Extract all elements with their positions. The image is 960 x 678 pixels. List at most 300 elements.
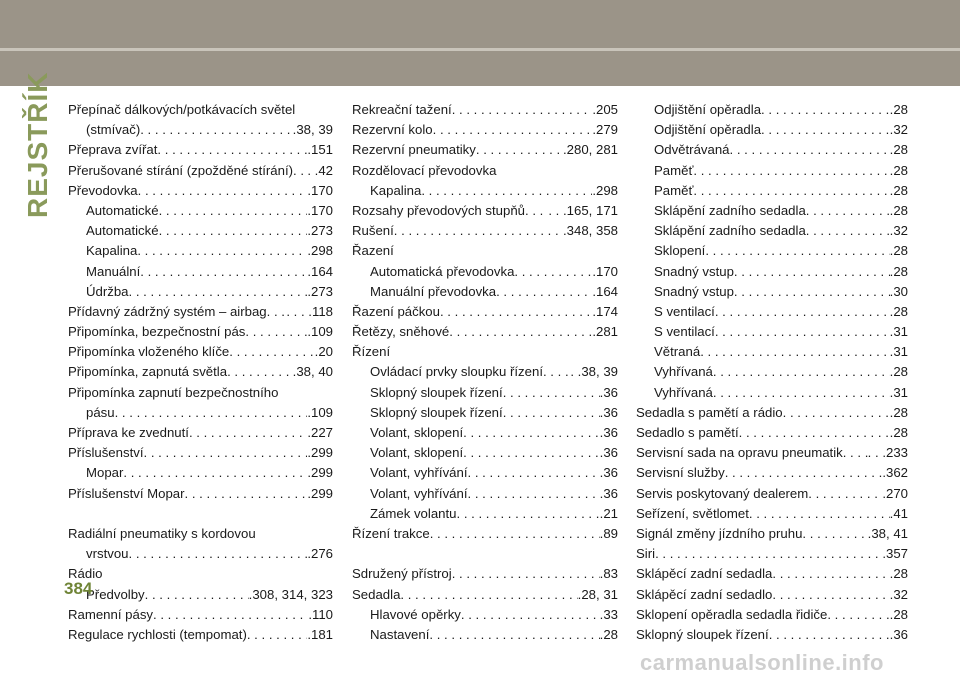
index-entry [352,221,618,241]
page-reference: .362 [882,465,908,481]
dot-leader [440,302,592,322]
index-entry [352,262,618,282]
index-entry [636,423,908,443]
page-reference: .109 [307,404,333,420]
index-term: Paměť [654,162,694,178]
dot-leader [802,524,867,544]
dot-leader [452,100,593,120]
index-entry [68,564,333,584]
index-term: Sklápěcí zadní sedadlo [636,586,773,602]
index-entry [636,342,908,362]
dot-leader [129,282,308,302]
dot-leader [421,181,592,201]
dot-leader [138,181,308,201]
dot-leader [468,463,600,483]
index-term: Signál změny jízdního pruhu [636,525,803,541]
index-term: Přídavný zádržný systém – airbag [68,303,267,319]
dot-leader [543,362,570,382]
index-term: Předvolby [86,586,145,602]
index-term: Rezervní pneumatiky [352,142,476,158]
dot-leader [525,201,548,221]
index-term: Větraná [654,344,701,360]
page-reference: .298 [592,182,618,198]
index-term: Ramenní pásy [68,606,154,622]
index-entry [352,504,618,524]
header-band [0,0,960,86]
index-entry [352,585,618,605]
header-stripe [0,48,960,51]
index-entry [68,221,333,241]
index-term: Vyhřívaná [654,364,713,380]
index-entry [352,100,618,120]
index-term: Rádio [68,566,103,582]
dot-leader [725,463,883,483]
dot-leader [503,403,600,423]
index-term: Sklopení [654,243,706,259]
index-entry [352,241,618,261]
index-entry [352,342,618,362]
page-reference: .32 [889,122,908,138]
index-term: Sklápěcí zadní sedadla [636,566,773,582]
dot-leader [189,423,307,443]
dot-leader [457,504,600,524]
index-term: Manuální [86,263,141,279]
watermark: carmanualsonline.info [640,650,884,675]
index-term: Rušení [352,223,394,239]
page-reference: .36 [599,384,618,400]
dot-leader [783,403,890,423]
index-entry [352,625,618,645]
index-entry [352,181,618,201]
dot-leader [730,140,890,160]
index-entry [68,443,333,463]
index-term: Příslušenství [68,445,144,461]
page-reference: .299 [307,485,333,501]
page-reference: .38, 40 [292,364,333,380]
page-reference: .28 [889,243,908,259]
dot-leader [394,221,563,241]
index-entry [68,282,333,302]
index-entry [352,282,618,302]
dot-leader [463,443,600,463]
index-entry [636,524,908,544]
dot-leader [400,585,577,605]
index-term: Volant, sklopení [370,425,464,440]
page-reference: .21 [599,505,618,521]
index-term: (stmívač) [86,122,141,138]
dot-leader [267,302,287,322]
dot-leader [693,181,889,201]
page-reference: .348, 358 [563,223,618,239]
index-entry [68,241,333,261]
page-reference: .273 [307,283,333,299]
page-reference: .280, 281 [563,142,618,158]
dot-leader [749,504,890,524]
index-term: Sklápění zadního sedadla [654,202,806,218]
page-reference: .28 [889,142,908,158]
page-reference: .31 [889,384,908,400]
page-reference: .41 [889,505,908,521]
index-spacer [352,544,618,564]
index-entry [68,605,333,625]
dot-leader [503,383,600,403]
dot-leader [496,282,592,302]
index-entry [636,201,908,221]
index-term: Připomínka, zapnutá světla [68,364,228,380]
dot-leader [157,140,307,160]
page-reference: .83 [599,566,618,582]
page-reference: .299 [307,465,333,481]
dot-leader [476,140,563,160]
index-entry [636,463,908,483]
index-entry [636,100,908,120]
dot-leader [734,282,890,302]
index-term: Siri [636,546,656,562]
index-term: Automatická převodovka [370,263,515,279]
index-term: Hlavové opěrky [370,606,461,622]
index-term: Vyhřívaná [654,384,713,400]
index-term: Kapalina [370,182,422,198]
index-term: Servisní služby [636,465,725,481]
index-term: Přepínač dálkových/potkávacích světel [68,102,296,117]
index-entry [352,443,618,463]
index-term: Automatické [86,202,159,218]
index-term: Volant, sklopení [370,445,464,461]
index-term: Sklopný sloupek řízení [636,626,769,642]
index-entry [352,322,618,342]
index-entry [352,423,618,443]
dot-leader [115,403,308,423]
dot-leader [655,544,882,564]
page-reference: .28 [889,606,908,622]
page-reference: .28, 31 [577,586,618,602]
dot-leader [247,625,307,645]
dot-leader [449,322,592,342]
index-term: Manuální převodovka [370,283,497,299]
page-reference: . . . .118 [286,303,333,319]
page-reference: .28 [889,364,908,380]
page-reference: .270 [882,485,908,501]
index-term: Snadný vstup [654,283,734,299]
dot-leader [739,423,890,443]
dot-leader [715,302,890,322]
index-term: Odjištění opěradla [654,122,762,138]
index-term: pásu [86,404,115,420]
index-term: Regulace rychlosti (tempomat) [68,626,247,642]
index-entry [636,282,908,302]
index-entry [636,564,908,584]
index-term: Rezervní kolo [352,122,433,138]
index-column-3 [636,100,908,645]
index-term: Rozsahy převodových stupňů [352,202,526,218]
index-term: Mopar [86,465,124,481]
page-reference: .109 [307,324,333,340]
index-term: Odjištění opěradla [654,102,762,117]
index-term: Příslušenství Mopar [68,485,185,501]
index-entry [352,484,618,504]
index-entry [636,403,908,423]
index-entry [68,585,333,605]
page-reference: .36 [599,425,618,440]
page-reference: .170 [307,182,333,198]
index-entry [68,201,333,221]
index-term: Kapalina [86,243,138,259]
index-entry [352,564,618,584]
dot-leader [843,443,868,463]
dot-leader [452,564,600,584]
page-reference: .36 [599,465,618,481]
dot-leader [468,484,600,504]
page-reference: . . .165, 171 [548,202,618,218]
page-reference: .276 [307,546,333,562]
page-reference: .36 [599,485,618,501]
page-reference: .110 [308,606,333,622]
index-entry [68,120,333,140]
index-entry [68,181,333,201]
page-reference: .20 [314,344,333,360]
index-entry [636,161,908,181]
page-reference: .36 [599,445,618,461]
page-reference: .33 [599,606,618,622]
dot-leader [433,120,593,140]
dot-leader [514,262,592,282]
dot-leader [145,585,249,605]
index-term: S ventilací [654,303,715,319]
page-reference: .281 [592,324,618,340]
index-entry [352,383,618,403]
index-term: Řetězy, sněhové [352,324,450,340]
index-term: Servis poskytovaný dealerem [636,485,809,501]
page-reference: .28 [599,626,618,642]
index-entry [636,625,908,645]
index-entry [352,161,618,181]
section-title: REJSTŘÍK [22,71,53,218]
index-term: Přeprava zvířat [68,142,158,158]
dot-leader [159,221,308,241]
index-entry [636,302,908,322]
dot-leader [129,544,308,564]
dot-leader [769,625,890,645]
dot-leader [713,383,890,403]
dot-leader [806,221,890,241]
index-term: Řazení páčkou [352,303,440,319]
dot-leader [185,484,308,504]
index-term: Sklopný sloupek řízení [370,384,503,400]
page-reference: .174 [592,303,618,319]
page-reference: .89 [599,525,618,541]
index-entry [68,383,333,403]
page-reference: .227 [307,425,333,440]
page-reference: .30 [889,283,908,299]
index-term: Připomínka vloženého klíče [68,344,230,360]
page-reference: .164 [307,263,333,279]
index-entry [636,383,908,403]
index-entry [68,484,333,504]
dot-leader [140,120,292,140]
index-term: S ventilací [654,324,715,340]
page-reference: .308, 314, 323 [248,586,333,602]
index-entry [68,544,333,564]
index-entry [68,322,333,342]
dot-leader [159,201,308,221]
index-term: Sedadlo s pamětí [636,425,739,440]
index-entry [352,201,618,221]
page-reference: .28 [889,202,908,218]
index-entry [352,524,618,544]
dot-leader [705,241,889,261]
index-entry [68,342,333,362]
index-term: Sedadla [352,586,401,602]
index-entry [636,181,908,201]
index-term: Řazení [352,243,394,259]
index-term: Volant, vyhřívání [370,465,468,481]
dot-leader [761,120,890,140]
index-term: vrstvou [86,546,129,562]
index-entry [352,120,618,140]
index-entry [68,100,333,120]
index-entry [352,362,618,382]
index-entry [636,585,908,605]
index-term: Servisní sada na opravu pneumatik [636,445,843,461]
page-reference: .170 [307,202,333,218]
page-reference: . . .233 [867,445,908,461]
index-entry [636,443,908,463]
dot-leader [715,322,890,342]
index-term: Paměť [654,182,694,198]
index-term: Připomínka, bezpečnostní pás [68,324,246,340]
index-entry [68,140,333,160]
dot-leader [245,322,307,342]
index-term: Sedadla s pamětí a rádio [636,404,783,420]
dot-leader [700,342,889,362]
dot-leader [772,564,889,584]
page-reference: . .38, 39 [570,364,618,380]
index-term: Odvětrávaná [654,142,730,158]
index-term: Volant, vyhřívání [370,485,468,501]
dot-leader [806,201,890,221]
index-term: Nastavení [370,626,430,642]
page-reference: .28 [889,102,908,117]
index-entry [352,605,618,625]
page-reference: .36 [889,626,908,642]
page-reference: .28 [889,566,908,582]
index-term: Seřízení, světlomet [636,505,749,521]
page-reference: .299 [307,445,333,461]
page-reference: .181 [307,626,333,642]
page-reference: .28 [889,263,908,279]
page-reference: .38, 39 [292,122,333,138]
index-entry [352,140,618,160]
page-reference: .273 [307,223,333,239]
page-reference: .357 [882,546,908,562]
index-entry [636,221,908,241]
index-term: Radiální pneumatiky s kordovou [68,525,256,541]
index-column-1 [68,100,333,645]
page-reference: .36 [599,404,618,420]
index-term: Zámek volantu [370,505,457,521]
index-entry [636,362,908,382]
page-reference: .151 [307,142,333,158]
dot-leader [153,605,308,625]
index-entry [636,120,908,140]
page-reference: .164 [592,283,618,299]
index-term: Řízení [352,344,391,360]
dot-leader [808,484,882,504]
index-entry [636,262,908,282]
index-entry [636,140,908,160]
dot-leader [734,262,890,282]
index-term: Připomínka zapnutí bezpečnostního [68,384,279,400]
page-reference: .38, 41 [867,525,908,541]
index-entry [636,544,908,564]
index-column-2 [352,100,618,645]
index-spacer [68,504,333,524]
index-entry [68,423,333,443]
dot-leader [713,362,890,382]
index-entry [352,463,618,483]
dot-leader [693,161,889,181]
dot-leader [140,262,307,282]
index-entry [68,362,333,382]
dot-leader [137,241,307,261]
index-entry [352,302,618,322]
page-number: 384 [64,579,93,598]
page-reference: .31 [889,344,908,360]
index-entry [636,241,908,261]
index-term: Údržba [86,283,129,299]
page-reference: .31 [889,324,908,340]
index-term: Sklápění zadního sedadla [654,223,806,239]
index-entry [68,625,333,645]
index-entry [636,322,908,342]
page-reference: .205 [592,102,618,117]
page-reference: .28 [889,182,908,198]
page-reference: .298 [307,243,333,259]
index-term: Ovládací prvky sloupku řízení [370,364,543,380]
index-term: Snadný vstup [654,263,734,279]
dot-leader [772,585,889,605]
page-reference: .28 [889,162,908,178]
index-term: Řízení trakce [352,525,430,541]
index-entry [636,484,908,504]
index-entry [68,302,333,322]
index-entry [68,463,333,483]
page-reference: .32 [889,223,908,239]
dot-leader [761,100,890,120]
page-reference: . .42 [307,162,333,178]
page-reference: .170 [592,263,618,279]
dot-leader [144,443,308,463]
index-term: Převodovka [68,182,138,198]
dot-leader [229,342,314,362]
page-reference: .32 [889,586,908,602]
page-reference: .28 [889,425,908,440]
index-term: Příprava ke zvednutí [68,425,189,440]
dot-leader [430,524,600,544]
page-reference: .28 [889,303,908,319]
page-reference: .28 [889,404,908,420]
index-term: Přerušované stírání (zpožděné stírání) [68,162,294,178]
dot-leader [123,463,307,483]
dot-leader [463,423,600,443]
index-term: Sklopný sloupek řízení [370,404,503,420]
dot-leader [293,161,307,181]
index-term: Rekreační tažení [352,102,452,117]
dot-leader [461,605,600,625]
index-entry [68,161,333,181]
index-entry [352,403,618,423]
index-entry [636,605,908,625]
